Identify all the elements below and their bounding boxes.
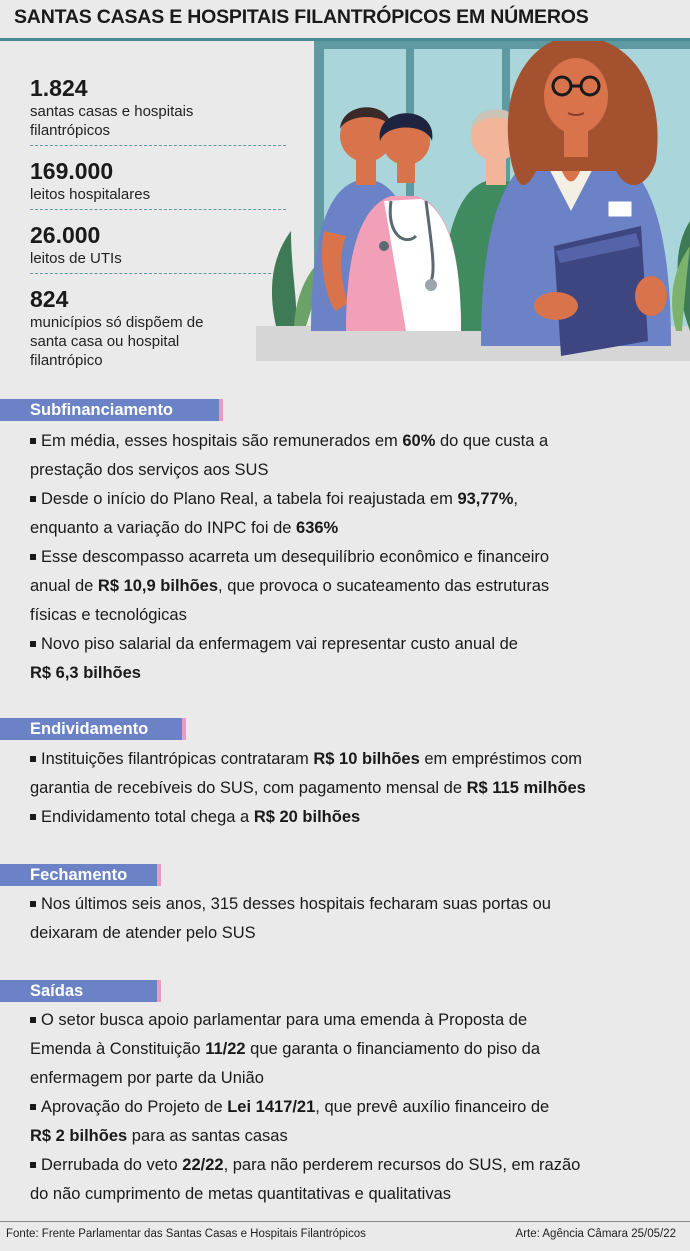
page-title: SANTAS CASAS E HOSPITAIS FILANTRÓPICOS EM NÚMEROS [14,6,589,28]
footer-rule [0,1221,690,1222]
section-body-endividamento [30,745,670,832]
stat-item [30,221,286,268]
bullet-square-icon [30,814,36,820]
stat-label: leitos hospitalares [30,186,151,203]
body-text: Em média, esses hospitais são remunerados em [41,432,403,450]
body-text: Novo piso salarial da enfermagem vai representar custo anual de [41,635,518,653]
bullet-square-icon [30,496,36,502]
bullet-square-icon [30,901,36,907]
highlight-text: 93,77% [457,490,514,508]
highlight-text: R$ 2 bilhões [30,1127,128,1145]
highlight-text: 60% [402,432,436,450]
body-text: Derrubada do veto [41,1156,183,1174]
section-body-fechamento [30,890,670,948]
section-body-saidas [30,1006,670,1209]
section-heading-endividamento: Endividamento [0,718,182,740]
body-text: Nos últimos seis anos, 315 desses hospitais fecharam suas portas ou [41,895,551,913]
bullet-item [30,543,670,572]
stat-divider [30,209,286,210]
stat-label: santas casas e hospitais [30,103,194,120]
highlight-text: R$ 115 milhões [466,779,586,797]
body-text: , que prevê auxílio financeiro de [315,1098,550,1116]
body-text: do não cumprimento de metas quantitativas e qualitativas [30,1185,451,1203]
stat-label: filantrópicos [30,122,111,139]
stat-item [30,74,286,140]
stat-value: 169.000 [30,158,114,184]
body-text: enfermagem por parte da União [30,1069,264,1087]
body-text: Desde o início do Plano Real, a tabela foi reajustada em [41,490,458,508]
health-workers-illustration [256,41,690,361]
body-text: físicas e tecnológicas [30,606,187,624]
highlight-text: 22/22 [182,1156,224,1174]
body-text: , [513,490,518,508]
stat-divider [30,145,286,146]
bullet-continuation [30,456,670,485]
body-text: deixaram de atender pelo SUS [30,924,256,942]
bullet-item [30,1151,670,1180]
body-text: Aprovação do Projeto de [41,1098,228,1116]
bullet-continuation [30,1122,670,1151]
highlight-text: R$ 10,9 bilhões [97,577,219,595]
bullet-square-icon [30,756,36,762]
highlight-text: R$ 10 bilhões [313,750,420,768]
body-text: Esse descompasso acarreta um desequilíbrio econômico e financeiro [41,548,550,566]
bullet-square-icon [30,1162,36,1168]
body-text: que garanta o financiamento do piso da [245,1040,541,1058]
bullet-square-icon [30,554,36,560]
bullet-square-icon [30,1017,36,1023]
section-heading-subfinanciamento: Subfinanciamento [0,399,219,421]
footer-credit: Arte: Agência Câmara 25/05/22 [515,1228,676,1240]
body-text: enquanto a variação do INPC foi de [30,519,297,537]
body-text: para as santas casas [127,1127,288,1145]
bullet-square-icon [30,438,36,444]
highlight-text: 11/22 [205,1040,246,1058]
body-text: em empréstimos com [419,750,583,768]
bullet-continuation [30,572,670,601]
body-text: prestação dos serviços aos SUS [30,461,269,479]
bullet-continuation [30,1180,670,1209]
stat-value: 1.824 [30,75,88,101]
highlight-text: Lei 1417/21 [227,1098,316,1116]
body-text: anual de [30,577,98,595]
body-text: , que provoca o sucateamento das estruturas [218,577,550,595]
highlight-text: R$ 20 bilhões [253,808,361,826]
body-text: Endividamento total chega a [41,808,254,826]
stats-list [30,74,286,370]
bullet-item [30,630,670,659]
bullet-continuation [30,601,670,630]
bullet-item [30,803,670,832]
stat-item [30,285,286,370]
stat-label: filantrópico [30,352,103,369]
bullet-item [30,890,670,919]
bullet-continuation [30,1035,670,1064]
bullet-continuation [30,919,670,948]
bullet-item [30,1093,670,1122]
stat-divider [30,273,286,274]
bullet-continuation [30,514,670,543]
bullet-continuation [30,1064,670,1093]
section-body-subfinanciamento [30,427,670,688]
stat-label: santa casa ou hospital [30,333,180,350]
bullet-square-icon [30,1104,36,1110]
body-text: Instituições filantrópicas contrataram [41,750,314,768]
highlight-text: R$ 6,3 bilhões [30,664,141,682]
stat-value: 26.000 [30,222,101,248]
bullet-square-icon [30,641,36,647]
section-heading-fechamento: Fechamento [0,864,157,886]
bullet-item [30,427,670,456]
body-text: garantia de recebíveis do SUS, com pagamento mensal de [30,779,467,797]
bullet-item [30,485,670,514]
stat-label: municípios só dispõem de [30,314,204,331]
body-text: O setor busca apoio parlamentar para uma emenda à Proposta de [41,1011,528,1029]
body-text: Emenda à Constituição [30,1040,206,1058]
highlight-text: 636% [296,519,339,537]
body-text: do que custa a [435,432,549,450]
bullet-item [30,745,670,774]
stat-item [30,157,286,204]
section-heading-saidas: Saídas [0,980,157,1002]
bullet-continuation [30,774,670,803]
bullet-item [30,1006,670,1035]
bullet-continuation [30,659,670,688]
stat-value: 824 [30,286,69,312]
body-text: , para não perderem recursos do SUS, em razão [223,1156,581,1174]
footer-source: Fonte: Frente Parlamentar das Santas Casas e Hospitais Filantrópicos [6,1228,366,1240]
stat-label: leitos de UTIs [30,250,122,267]
